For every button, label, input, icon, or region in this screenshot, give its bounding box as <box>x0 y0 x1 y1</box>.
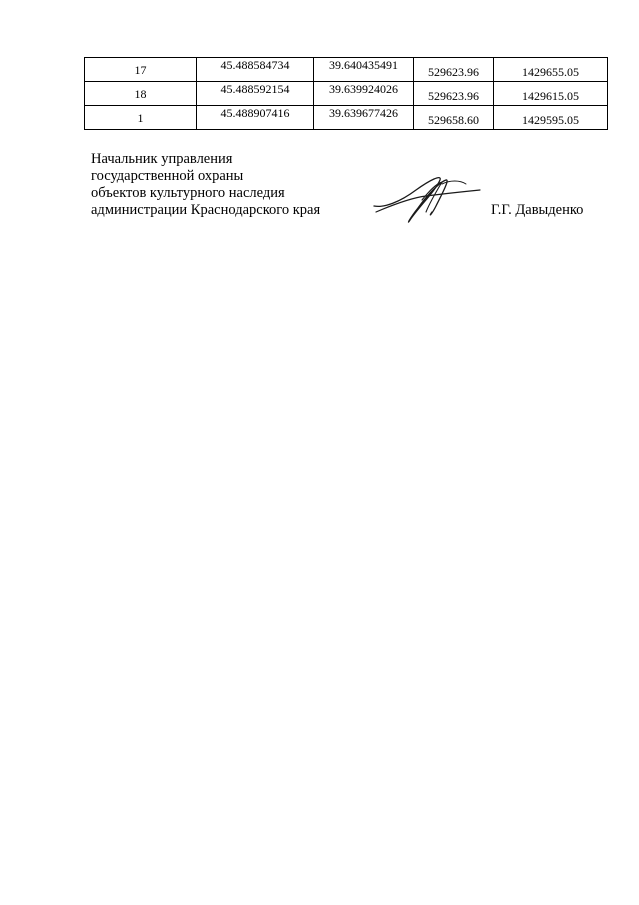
latitude-cell: 45.488584734 <box>197 58 314 82</box>
handwritten-signature <box>370 168 482 228</box>
point-number-cell: 17 <box>85 58 197 82</box>
signer-title-line: объектов культурного наследия <box>91 185 285 201</box>
point-number-cell: 18 <box>85 82 197 106</box>
table-row <box>85 58 608 82</box>
latitude-cell: 45.488907416 <box>197 106 314 130</box>
longitude-cell: 39.639677426 <box>314 106 414 130</box>
signer-title <box>91 151 320 219</box>
longitude-cell: 39.639924026 <box>314 82 414 106</box>
signer-title-line: Начальник управления <box>91 151 233 167</box>
point-number-cell: 1 <box>85 106 197 130</box>
table-row <box>85 106 608 130</box>
y-coordinate-cell: 1429615.05 <box>494 82 608 106</box>
table-row <box>85 82 608 106</box>
signer-name: Г.Г. Давыденко <box>491 202 584 218</box>
coordinates-table <box>84 57 608 130</box>
x-coordinate-cell: 529623.96 <box>414 58 494 82</box>
longitude-cell: 39.640435491 <box>314 58 414 82</box>
y-coordinate-cell: 1429655.05 <box>494 58 608 82</box>
x-coordinate-cell: 529623.96 <box>414 82 494 106</box>
signer-title-line: государственной охраны <box>91 168 244 184</box>
latitude-cell: 45.488592154 <box>197 82 314 106</box>
x-coordinate-cell: 529658.60 <box>414 106 494 130</box>
y-coordinate-cell: 1429595.05 <box>494 106 608 130</box>
signer-title-line: администрации Краснодарского края <box>91 202 321 218</box>
